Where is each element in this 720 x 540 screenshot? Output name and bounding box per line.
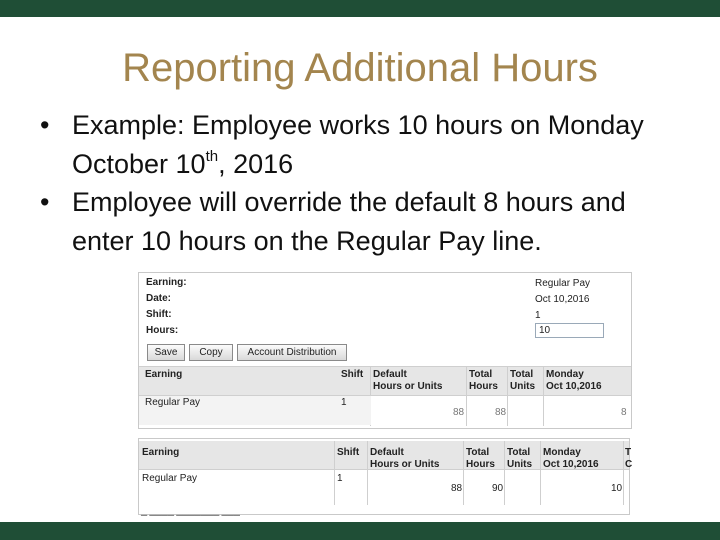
top-accent-bar — [0, 0, 720, 17]
shift-value: 1 — [535, 310, 541, 321]
column-divider — [623, 441, 624, 505]
shift-label: Shift: — [146, 309, 172, 320]
slide-title: Reporting Additional Hours — [122, 46, 598, 90]
account-distribution-button[interactable]: Account Distribution — [237, 344, 347, 361]
column-total-hours-line2: Hours — [469, 381, 498, 392]
column-total-units-line2: Units — [507, 459, 532, 470]
column-truncated-line1: T — [625, 447, 632, 458]
column-monday-line1: Monday — [543, 447, 581, 458]
ordinal-suffix: th — [205, 147, 219, 165]
column-shift: Shift — [341, 369, 364, 380]
earnings-table-header — [139, 366, 631, 396]
column-default-line1: Default — [373, 369, 407, 380]
earning-value: Regular Pay — [535, 278, 591, 289]
date-label: Date: — [146, 293, 172, 304]
column-default-line1: Default — [370, 447, 404, 458]
row-total-hours: 90 — [492, 483, 504, 494]
column-divider — [543, 366, 544, 426]
row-earning: Regular Pay — [145, 397, 201, 408]
column-divider — [466, 366, 467, 426]
earnings-table-header — [139, 441, 633, 470]
hours-label: Hours: — [146, 325, 179, 336]
column-earning: Earning — [142, 447, 180, 458]
timesheet-entry-screenshot — [138, 272, 632, 429]
bullet-text: Employee will override the default 8 hours and enter 10 hours on the Regular Pay line. — [72, 187, 626, 256]
column-default-line2: Hours or Units — [370, 459, 440, 470]
row-monday-hours: 8 — [621, 407, 627, 418]
column-total-hours-line1: Total — [469, 369, 493, 380]
column-divider — [334, 441, 335, 505]
column-total-hours-line1: Total — [466, 447, 490, 458]
date-value: Oct 10,2016 — [535, 294, 590, 305]
row-shift: 1 — [337, 473, 343, 484]
hours-input[interactable]: 10 — [535, 323, 604, 338]
row-shift: 1 — [341, 397, 347, 408]
column-shift: Shift — [337, 447, 360, 458]
column-truncated-line2: C — [625, 459, 633, 470]
column-divider — [463, 441, 464, 505]
bullet-marker: • — [40, 187, 50, 217]
row-default-hours: 88 — [451, 483, 463, 494]
column-total-units-line1: Total — [507, 447, 531, 458]
column-earning: Earning — [145, 369, 183, 380]
column-divider — [507, 366, 508, 426]
bullet-item-example — [40, 106, 680, 183]
partial-next-row: ▁ ▁▁▁▁ ▁▁▁▁▁▁▁ ▁▁▁ — [141, 507, 240, 516]
timesheet-result-screenshot — [138, 438, 633, 516]
column-default-line2: Hours or Units — [373, 381, 443, 392]
bullet-marker: • — [40, 110, 50, 140]
column-total-units-line2: Units — [510, 381, 535, 392]
save-button[interactable]: Save — [147, 344, 185, 361]
row-earning: Regular Pay — [142, 473, 198, 484]
column-monday-line1: Monday — [546, 369, 584, 380]
bullet-text: Example: Employee works 10 hours on Monday October 10 — [72, 110, 644, 179]
bullet-list — [40, 106, 680, 260]
bullet-item-override — [40, 183, 680, 260]
column-total-units-line1: Total — [510, 369, 534, 380]
bullet-text-tail: , 2016 — [218, 148, 294, 179]
row-total-hours: 88 — [495, 407, 507, 418]
column-monday-line2: Oct 10,2016 — [543, 459, 599, 470]
earning-label: Earning: — [146, 277, 187, 288]
row-default-hours: 88 — [453, 407, 465, 418]
column-divider — [540, 441, 541, 505]
bottom-accent-bar — [0, 522, 720, 540]
column-total-hours-line2: Hours — [466, 459, 495, 470]
column-divider — [504, 441, 505, 505]
column-monday-line2: Oct 10,2016 — [546, 381, 602, 392]
column-divider — [367, 441, 368, 505]
copy-button[interactable]: Copy — [189, 344, 233, 361]
row-monday-hours: 10 — [611, 483, 623, 494]
